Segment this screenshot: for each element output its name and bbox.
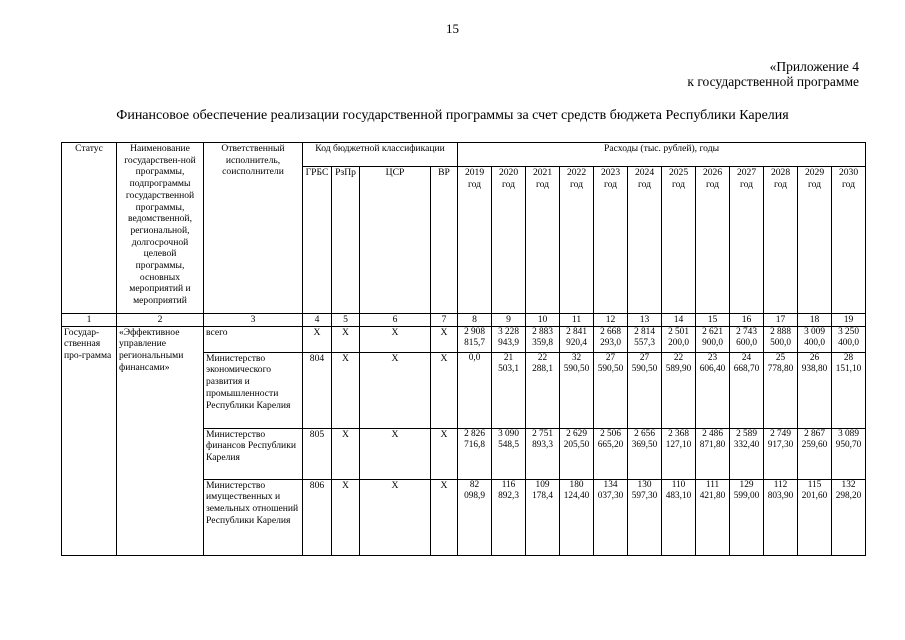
vr-cell: Х xyxy=(431,479,458,555)
column-number: 16 xyxy=(730,314,764,327)
executor-cell: Министерство экономического развития и промышленности Республики Карелия xyxy=(204,352,303,428)
vr-cell: Х xyxy=(431,352,458,428)
amount-cell: 2 743 600,0 xyxy=(730,326,764,352)
vr-cell: Х xyxy=(431,428,458,479)
grbs-cell: 805 xyxy=(303,428,332,479)
amount-cell: 3 009 400,0 xyxy=(798,326,832,352)
column-number: 11 xyxy=(560,314,594,327)
rzpr-cell: Х xyxy=(332,479,360,555)
amount-cell: 2 883 359,8 xyxy=(526,326,560,352)
vr-cell: Х xyxy=(431,326,458,352)
header-year: 2019 год xyxy=(458,167,492,314)
amount-cell: 2 368 127,10 xyxy=(662,428,696,479)
table-row xyxy=(62,326,866,352)
amount-cell: 32 590,50 xyxy=(560,352,594,428)
header-grbs: ГРБС xyxy=(303,167,332,314)
amount-cell: 3 250 400,0 xyxy=(832,326,866,352)
column-numbers-row xyxy=(62,314,866,327)
grbs-cell: 806 xyxy=(303,479,332,555)
amount-cell: 2 826 716,8 xyxy=(458,428,492,479)
amount-cell: 2 629 205,50 xyxy=(560,428,594,479)
header-csr: ЦСР xyxy=(360,167,431,314)
grbs-cell: 804 xyxy=(303,352,332,428)
amount-cell: 2 506 665,20 xyxy=(594,428,628,479)
amount-cell: 110 483,10 xyxy=(662,479,696,555)
header-year: 2030 год xyxy=(832,167,866,314)
amount-cell: 2 656 369,50 xyxy=(628,428,662,479)
column-number: 9 xyxy=(492,314,526,327)
amount-cell: 2 751 893,3 xyxy=(526,428,560,479)
header-executor: Ответственный исполнитель, соисполнители xyxy=(204,143,303,314)
amount-cell: 2 814 557,3 xyxy=(628,326,662,352)
amount-cell: 2 749 917,30 xyxy=(764,428,798,479)
amount-cell: 2 621 900,0 xyxy=(696,326,730,352)
header-year: 2021 год xyxy=(526,167,560,314)
executor-cell: Министерство финансов Республики Карелия xyxy=(204,428,303,479)
amount-cell: 22 589,90 xyxy=(662,352,696,428)
amount-cell: 115 201,60 xyxy=(798,479,832,555)
amount-cell: 25 778,80 xyxy=(764,352,798,428)
executor-cell: Министерство имущественных и земельных отношений Республики Карелия xyxy=(204,479,303,555)
program-name-cell: «Эффективное управление региональными финансами» xyxy=(117,326,204,555)
amount-cell: 27 590,50 xyxy=(594,352,628,428)
column-number: 1 xyxy=(62,314,117,327)
amount-cell: 3 089 950,70 xyxy=(832,428,866,479)
appendix-line-2: к государственной программе xyxy=(687,74,859,89)
rzpr-cell: Х xyxy=(332,352,360,428)
amount-cell: 27 590,50 xyxy=(628,352,662,428)
status-cell: Государ-ственная про-грамма xyxy=(62,326,117,555)
amount-cell: 23 606,40 xyxy=(696,352,730,428)
amount-cell: 134 037,30 xyxy=(594,479,628,555)
column-number: 4 xyxy=(303,314,332,327)
header-row-1 xyxy=(62,143,866,167)
grbs-cell: Х xyxy=(303,326,332,352)
header-year: 2025 год xyxy=(662,167,696,314)
amount-cell: 2 888 500,0 xyxy=(764,326,798,352)
header-year: 2020 год xyxy=(492,167,526,314)
amount-cell: 2 867 259,60 xyxy=(798,428,832,479)
column-number: 14 xyxy=(662,314,696,327)
column-number: 3 xyxy=(204,314,303,327)
header-year: 2023 год xyxy=(594,167,628,314)
amount-cell: 132 298,20 xyxy=(832,479,866,555)
header-budget-code: Код бюджетной классификации xyxy=(303,143,458,167)
column-number: 15 xyxy=(696,314,730,327)
executor-cell: всего xyxy=(204,326,303,352)
header-year: 2024 год xyxy=(628,167,662,314)
amount-cell: 28 151,10 xyxy=(832,352,866,428)
column-number: 10 xyxy=(526,314,560,327)
amount-cell: 82 098,9 xyxy=(458,479,492,555)
amount-cell: 22 288,1 xyxy=(526,352,560,428)
column-number: 19 xyxy=(832,314,866,327)
header-status: Статус xyxy=(62,143,117,314)
amount-cell: 129 599,00 xyxy=(730,479,764,555)
column-number: 5 xyxy=(332,314,360,327)
header-vr: ВР xyxy=(431,167,458,314)
amount-cell: 21 503,1 xyxy=(492,352,526,428)
csr-cell: Х xyxy=(360,326,431,352)
amount-cell: 26 938,80 xyxy=(798,352,832,428)
header-year: 2026 год xyxy=(696,167,730,314)
document-title: Финансовое обеспечение реализации государственной программы за счет средств бюджета Республики Карелия xyxy=(116,108,789,123)
amount-cell: 2 486 871,80 xyxy=(696,428,730,479)
rzpr-cell: Х xyxy=(332,428,360,479)
amount-cell: 130 597,30 xyxy=(628,479,662,555)
column-number: 18 xyxy=(798,314,832,327)
header-name: Наименование государствен-ной программы, подпрограммы государственной программы, ведомственной, региональной, долгосрочной целевой программы, основных мероприятий и мероприятий xyxy=(117,143,204,314)
amount-cell: 111 421,80 xyxy=(696,479,730,555)
amount-cell: 2 501 200,0 xyxy=(662,326,696,352)
column-number: 13 xyxy=(628,314,662,327)
column-number: 12 xyxy=(594,314,628,327)
column-number: 6 xyxy=(360,314,431,327)
page-number: 15 xyxy=(446,21,459,36)
column-number: 2 xyxy=(117,314,204,327)
amount-cell: 112 803,90 xyxy=(764,479,798,555)
amount-cell: 180 124,40 xyxy=(560,479,594,555)
amount-cell: 2 841 920,4 xyxy=(560,326,594,352)
header-expenses: Расходы (тыс. рублей), годы xyxy=(458,143,866,167)
amount-cell: 2 668 293,0 xyxy=(594,326,628,352)
header-rzpr: РзПр xyxy=(332,167,360,314)
amount-cell: 0,0 xyxy=(458,352,492,428)
amount-cell: 24 668,70 xyxy=(730,352,764,428)
rzpr-cell: Х xyxy=(332,326,360,352)
header-year: 2028 год xyxy=(764,167,798,314)
financing-table xyxy=(61,142,866,556)
amount-cell: 2 908 815,7 xyxy=(458,326,492,352)
column-number: 17 xyxy=(764,314,798,327)
column-number: 7 xyxy=(431,314,458,327)
appendix-caption xyxy=(687,59,859,89)
amount-cell: 2 589 332,40 xyxy=(730,428,764,479)
header-year: 2029 год xyxy=(798,167,832,314)
csr-cell: Х xyxy=(360,352,431,428)
column-number: 8 xyxy=(458,314,492,327)
csr-cell: Х xyxy=(360,428,431,479)
amount-cell: 3 228 943,9 xyxy=(492,326,526,352)
header-year: 2027 год xyxy=(730,167,764,314)
appendix-line-1: «Приложение 4 xyxy=(769,59,859,74)
header-year: 2022 год xyxy=(560,167,594,314)
amount-cell: 109 178,4 xyxy=(526,479,560,555)
csr-cell: Х xyxy=(360,479,431,555)
amount-cell: 116 892,3 xyxy=(492,479,526,555)
amount-cell: 3 090 548,5 xyxy=(492,428,526,479)
